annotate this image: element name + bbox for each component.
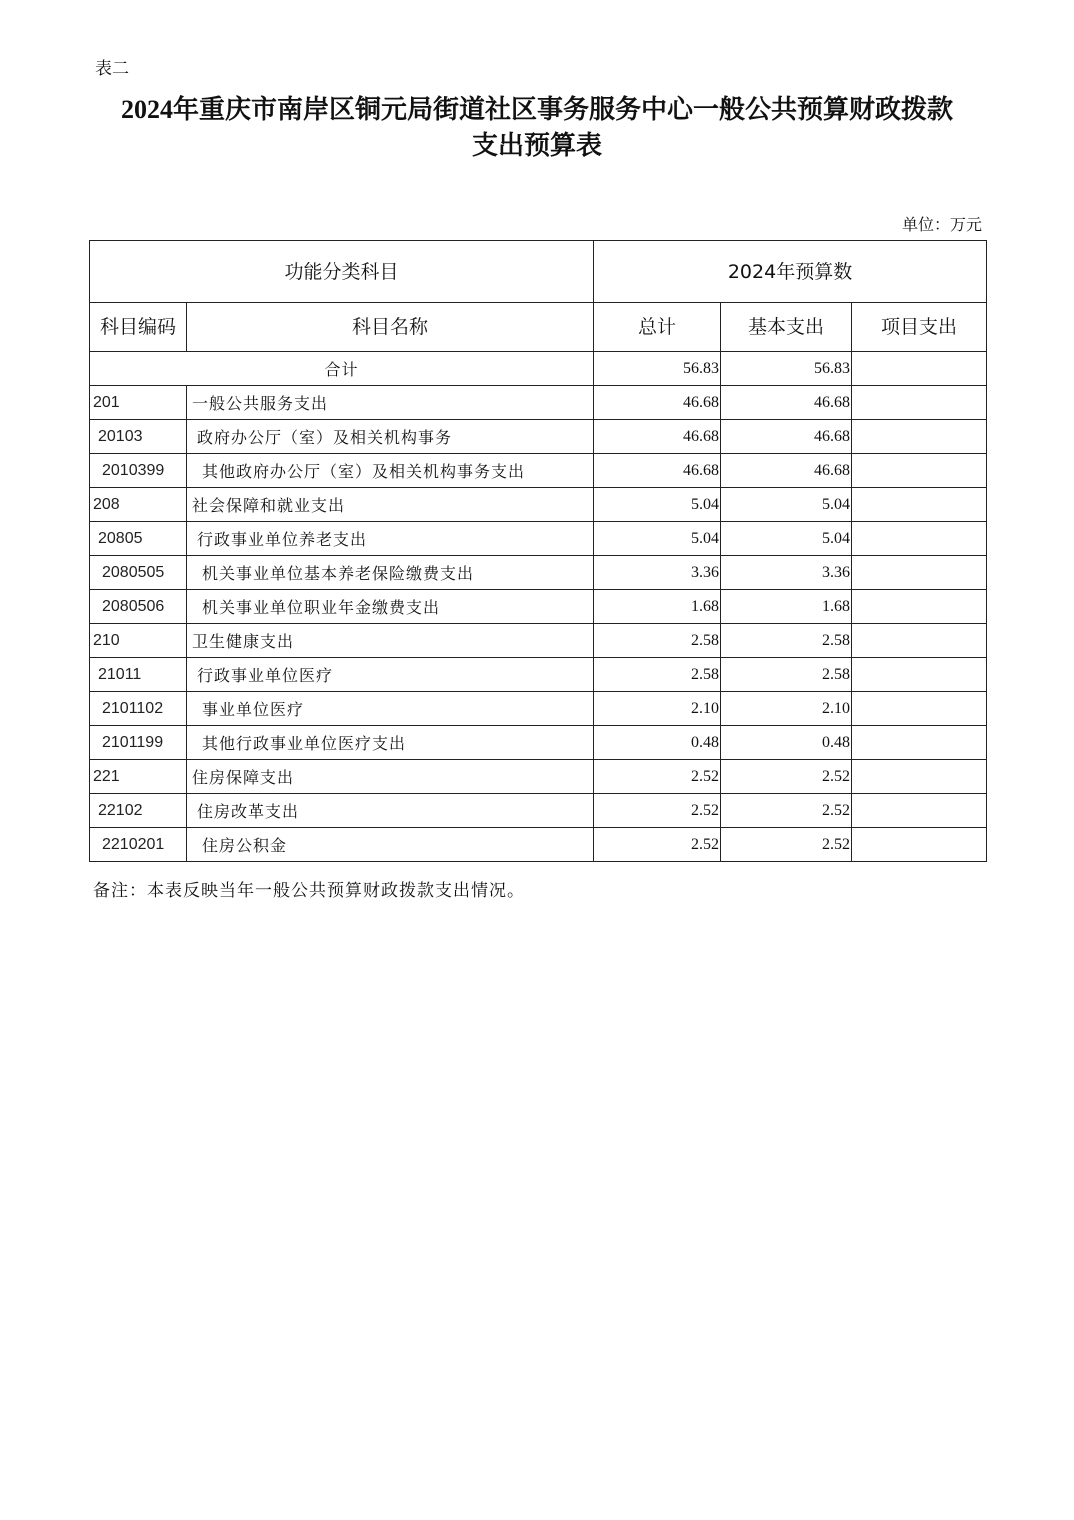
row-total: 3.36 bbox=[594, 556, 721, 590]
row-project bbox=[852, 726, 987, 760]
row-name: 住房公积金 bbox=[187, 828, 594, 862]
row-name: 行政事业单位养老支出 bbox=[187, 522, 594, 556]
row-code: 210 bbox=[90, 624, 187, 658]
row-basic: 1.68 bbox=[721, 590, 852, 624]
row-basic: 3.36 bbox=[721, 556, 852, 590]
row-project bbox=[852, 420, 987, 454]
footnote: 备注：本表反映当年一般公共预算财政拨款支出情况。 bbox=[93, 881, 525, 901]
table-row bbox=[90, 522, 987, 556]
header-name: 科目名称 bbox=[187, 303, 594, 352]
header-func-class: 功能分类科目 bbox=[90, 241, 594, 303]
table-row bbox=[90, 760, 987, 794]
row-total: 46.68 bbox=[594, 454, 721, 488]
row-basic: 46.68 bbox=[721, 386, 852, 420]
total-project bbox=[852, 352, 987, 386]
row-name: 其他行政事业单位医疗支出 bbox=[187, 726, 594, 760]
total-basic: 56.83 bbox=[721, 352, 852, 386]
row-code: 208 bbox=[90, 488, 187, 522]
row-name: 卫生健康支出 bbox=[187, 624, 594, 658]
row-project bbox=[852, 828, 987, 862]
row-basic: 0.48 bbox=[721, 726, 852, 760]
unit-label: 单位：万元 bbox=[901, 215, 982, 234]
sheet-label: 表二 bbox=[95, 59, 129, 79]
row-total: 2.52 bbox=[594, 794, 721, 828]
row-basic: 2.52 bbox=[721, 828, 852, 862]
table-row bbox=[90, 624, 987, 658]
row-basic: 2.52 bbox=[721, 760, 852, 794]
table-row bbox=[90, 692, 987, 726]
row-total: 2.52 bbox=[594, 828, 721, 862]
row-project bbox=[852, 794, 987, 828]
total-label: 合计 bbox=[90, 352, 594, 386]
row-project bbox=[852, 386, 987, 420]
row-name: 住房保障支出 bbox=[187, 760, 594, 794]
row-code: 201 bbox=[90, 386, 187, 420]
total-row bbox=[90, 352, 987, 386]
row-code: 2080506 bbox=[90, 590, 187, 624]
row-code: 221 bbox=[90, 760, 187, 794]
table-row bbox=[90, 794, 987, 828]
row-code: 2080505 bbox=[90, 556, 187, 590]
total-sum: 56.83 bbox=[594, 352, 721, 386]
table-row bbox=[90, 488, 987, 522]
row-total: 46.68 bbox=[594, 386, 721, 420]
row-code: 22102 bbox=[90, 794, 187, 828]
row-total: 0.48 bbox=[594, 726, 721, 760]
row-name: 政府办公厅（室）及相关机构事务 bbox=[187, 420, 594, 454]
budget-table bbox=[89, 240, 987, 862]
header-basic: 基本支出 bbox=[721, 303, 852, 352]
row-total: 2.58 bbox=[594, 658, 721, 692]
row-total: 5.04 bbox=[594, 522, 721, 556]
table-row bbox=[90, 420, 987, 454]
row-code: 20805 bbox=[90, 522, 187, 556]
row-project bbox=[852, 760, 987, 794]
row-total: 46.68 bbox=[594, 420, 721, 454]
table-row bbox=[90, 556, 987, 590]
row-project bbox=[852, 692, 987, 726]
header-total: 总计 bbox=[594, 303, 721, 352]
row-name: 行政事业单位医疗 bbox=[187, 658, 594, 692]
row-name: 机关事业单位职业年金缴费支出 bbox=[187, 590, 594, 624]
title-line-1: 2024年重庆市南岸区铜元局街道社区事务服务中心一般公共预算财政拨款 bbox=[120, 95, 953, 124]
table-row bbox=[90, 454, 987, 488]
row-name: 一般公共服务支出 bbox=[187, 386, 594, 420]
row-code: 2101102 bbox=[90, 692, 187, 726]
row-project bbox=[852, 658, 987, 692]
row-code: 2010399 bbox=[90, 454, 187, 488]
row-basic: 5.04 bbox=[721, 522, 852, 556]
row-basic: 2.58 bbox=[721, 624, 852, 658]
page-title bbox=[60, 92, 1014, 164]
row-total: 2.52 bbox=[594, 760, 721, 794]
row-project bbox=[852, 624, 987, 658]
table-row bbox=[90, 828, 987, 862]
row-code: 2210201 bbox=[90, 828, 187, 862]
row-name: 住房改革支出 bbox=[187, 794, 594, 828]
row-name: 机关事业单位基本养老保险缴费支出 bbox=[187, 556, 594, 590]
row-name: 社会保障和就业支出 bbox=[187, 488, 594, 522]
header-budget-year: 2024年预算数 bbox=[594, 241, 987, 303]
row-name: 其他政府办公厅（室）及相关机构事务支出 bbox=[187, 454, 594, 488]
row-basic: 2.58 bbox=[721, 658, 852, 692]
table-row bbox=[90, 658, 987, 692]
row-name: 事业单位医疗 bbox=[187, 692, 594, 726]
row-code: 21011 bbox=[90, 658, 187, 692]
header-row-2 bbox=[90, 303, 987, 352]
row-project bbox=[852, 522, 987, 556]
table-row bbox=[90, 590, 987, 624]
header-code: 科目编码 bbox=[90, 303, 187, 352]
row-project bbox=[852, 556, 987, 590]
header-project: 项目支出 bbox=[852, 303, 987, 352]
row-total: 5.04 bbox=[594, 488, 721, 522]
title-line-2: 支出预算表 bbox=[471, 131, 602, 160]
row-code: 20103 bbox=[90, 420, 187, 454]
row-basic: 46.68 bbox=[721, 420, 852, 454]
row-basic: 2.10 bbox=[721, 692, 852, 726]
row-total: 2.58 bbox=[594, 624, 721, 658]
row-basic: 2.52 bbox=[721, 794, 852, 828]
table-row bbox=[90, 726, 987, 760]
row-project bbox=[852, 454, 987, 488]
row-total: 2.10 bbox=[594, 692, 721, 726]
row-basic: 46.68 bbox=[721, 454, 852, 488]
row-basic: 5.04 bbox=[721, 488, 852, 522]
table-row bbox=[90, 386, 987, 420]
row-project bbox=[852, 590, 987, 624]
row-total: 1.68 bbox=[594, 590, 721, 624]
row-code: 2101199 bbox=[90, 726, 187, 760]
header-row-1 bbox=[90, 241, 987, 303]
row-project bbox=[852, 488, 987, 522]
